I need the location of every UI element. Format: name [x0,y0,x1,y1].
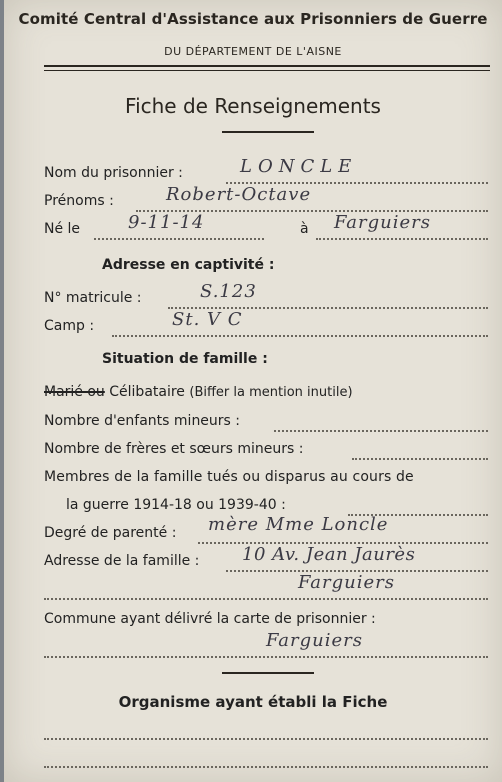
first-names-value: Robert-Octave [166,184,312,205]
family-address-value-1: 10 Av. Jean Jaurès [242,544,416,565]
relation-label: Degré de parenté : [44,525,177,541]
committee-name: Comité Central d'Assistance aux Prisonniers de Guerre [18,10,488,28]
marital-note: (Biffer la mention inutile) [189,385,353,400]
header-rule-bottom [44,70,490,71]
information-card [4,0,502,782]
captivity-heading: Adresse en captivité : [102,257,275,273]
born-date-value: 9-11-14 [128,212,205,233]
issuing-organization-heading: Organisme ayant établi la Fiche [118,693,388,711]
number-label: N° matricule : [44,290,142,306]
organization-line-1 [44,738,488,740]
title-underline [222,131,314,133]
born-place-line [316,238,488,240]
organization-line-2 [44,766,488,768]
form-title: Fiche de Renseignements [125,94,381,118]
born-place-label: à [300,221,309,237]
header-rule-top [44,65,490,67]
first-names-label: Prénoms : [44,193,114,209]
number-value: S.123 [200,281,257,302]
family-address-line-2 [44,598,488,600]
footer-divider [222,672,314,674]
family-address-label: Adresse de la famille : [44,553,200,569]
commune-value: Farguiers [266,630,363,651]
department-name: DU DÉPARTEMENT DE L'AISNE [164,45,342,58]
marital-status-line [44,384,353,400]
commune-line [44,656,488,658]
children-label: Nombre d'enfants mineurs : [44,413,241,429]
marital-struck-option: Marié ou [44,384,105,400]
born-date-line [94,238,264,240]
siblings-label: Nombre de frères et sœurs mineurs : [44,441,304,457]
siblings-line [352,458,488,460]
children-line [274,430,488,432]
camp-line [112,335,488,337]
family-address-value-2: Farguiers [298,572,395,593]
family-lost-label-1: Membres de la famille tués ou disparus au cours de [44,469,414,485]
marital-selected-option: Célibataire [109,384,185,400]
camp-label: Camp : [44,318,95,334]
commune-label: Commune ayant délivré la carte de prisonnier : [44,611,376,627]
prisoner-name-value: LONCLE [240,156,358,177]
prisoner-name-label: Nom du prisonnier : [44,165,183,181]
relation-value: mère Mme Loncle [208,514,389,535]
born-label: Né le [44,221,81,237]
family-heading: Situation de famille : [102,351,268,367]
family-lost-label-2: la guerre 1914-18 ou 1939-40 : [66,497,286,513]
camp-value: St. V C [172,309,243,330]
born-place-value: Farguiers [334,212,431,233]
